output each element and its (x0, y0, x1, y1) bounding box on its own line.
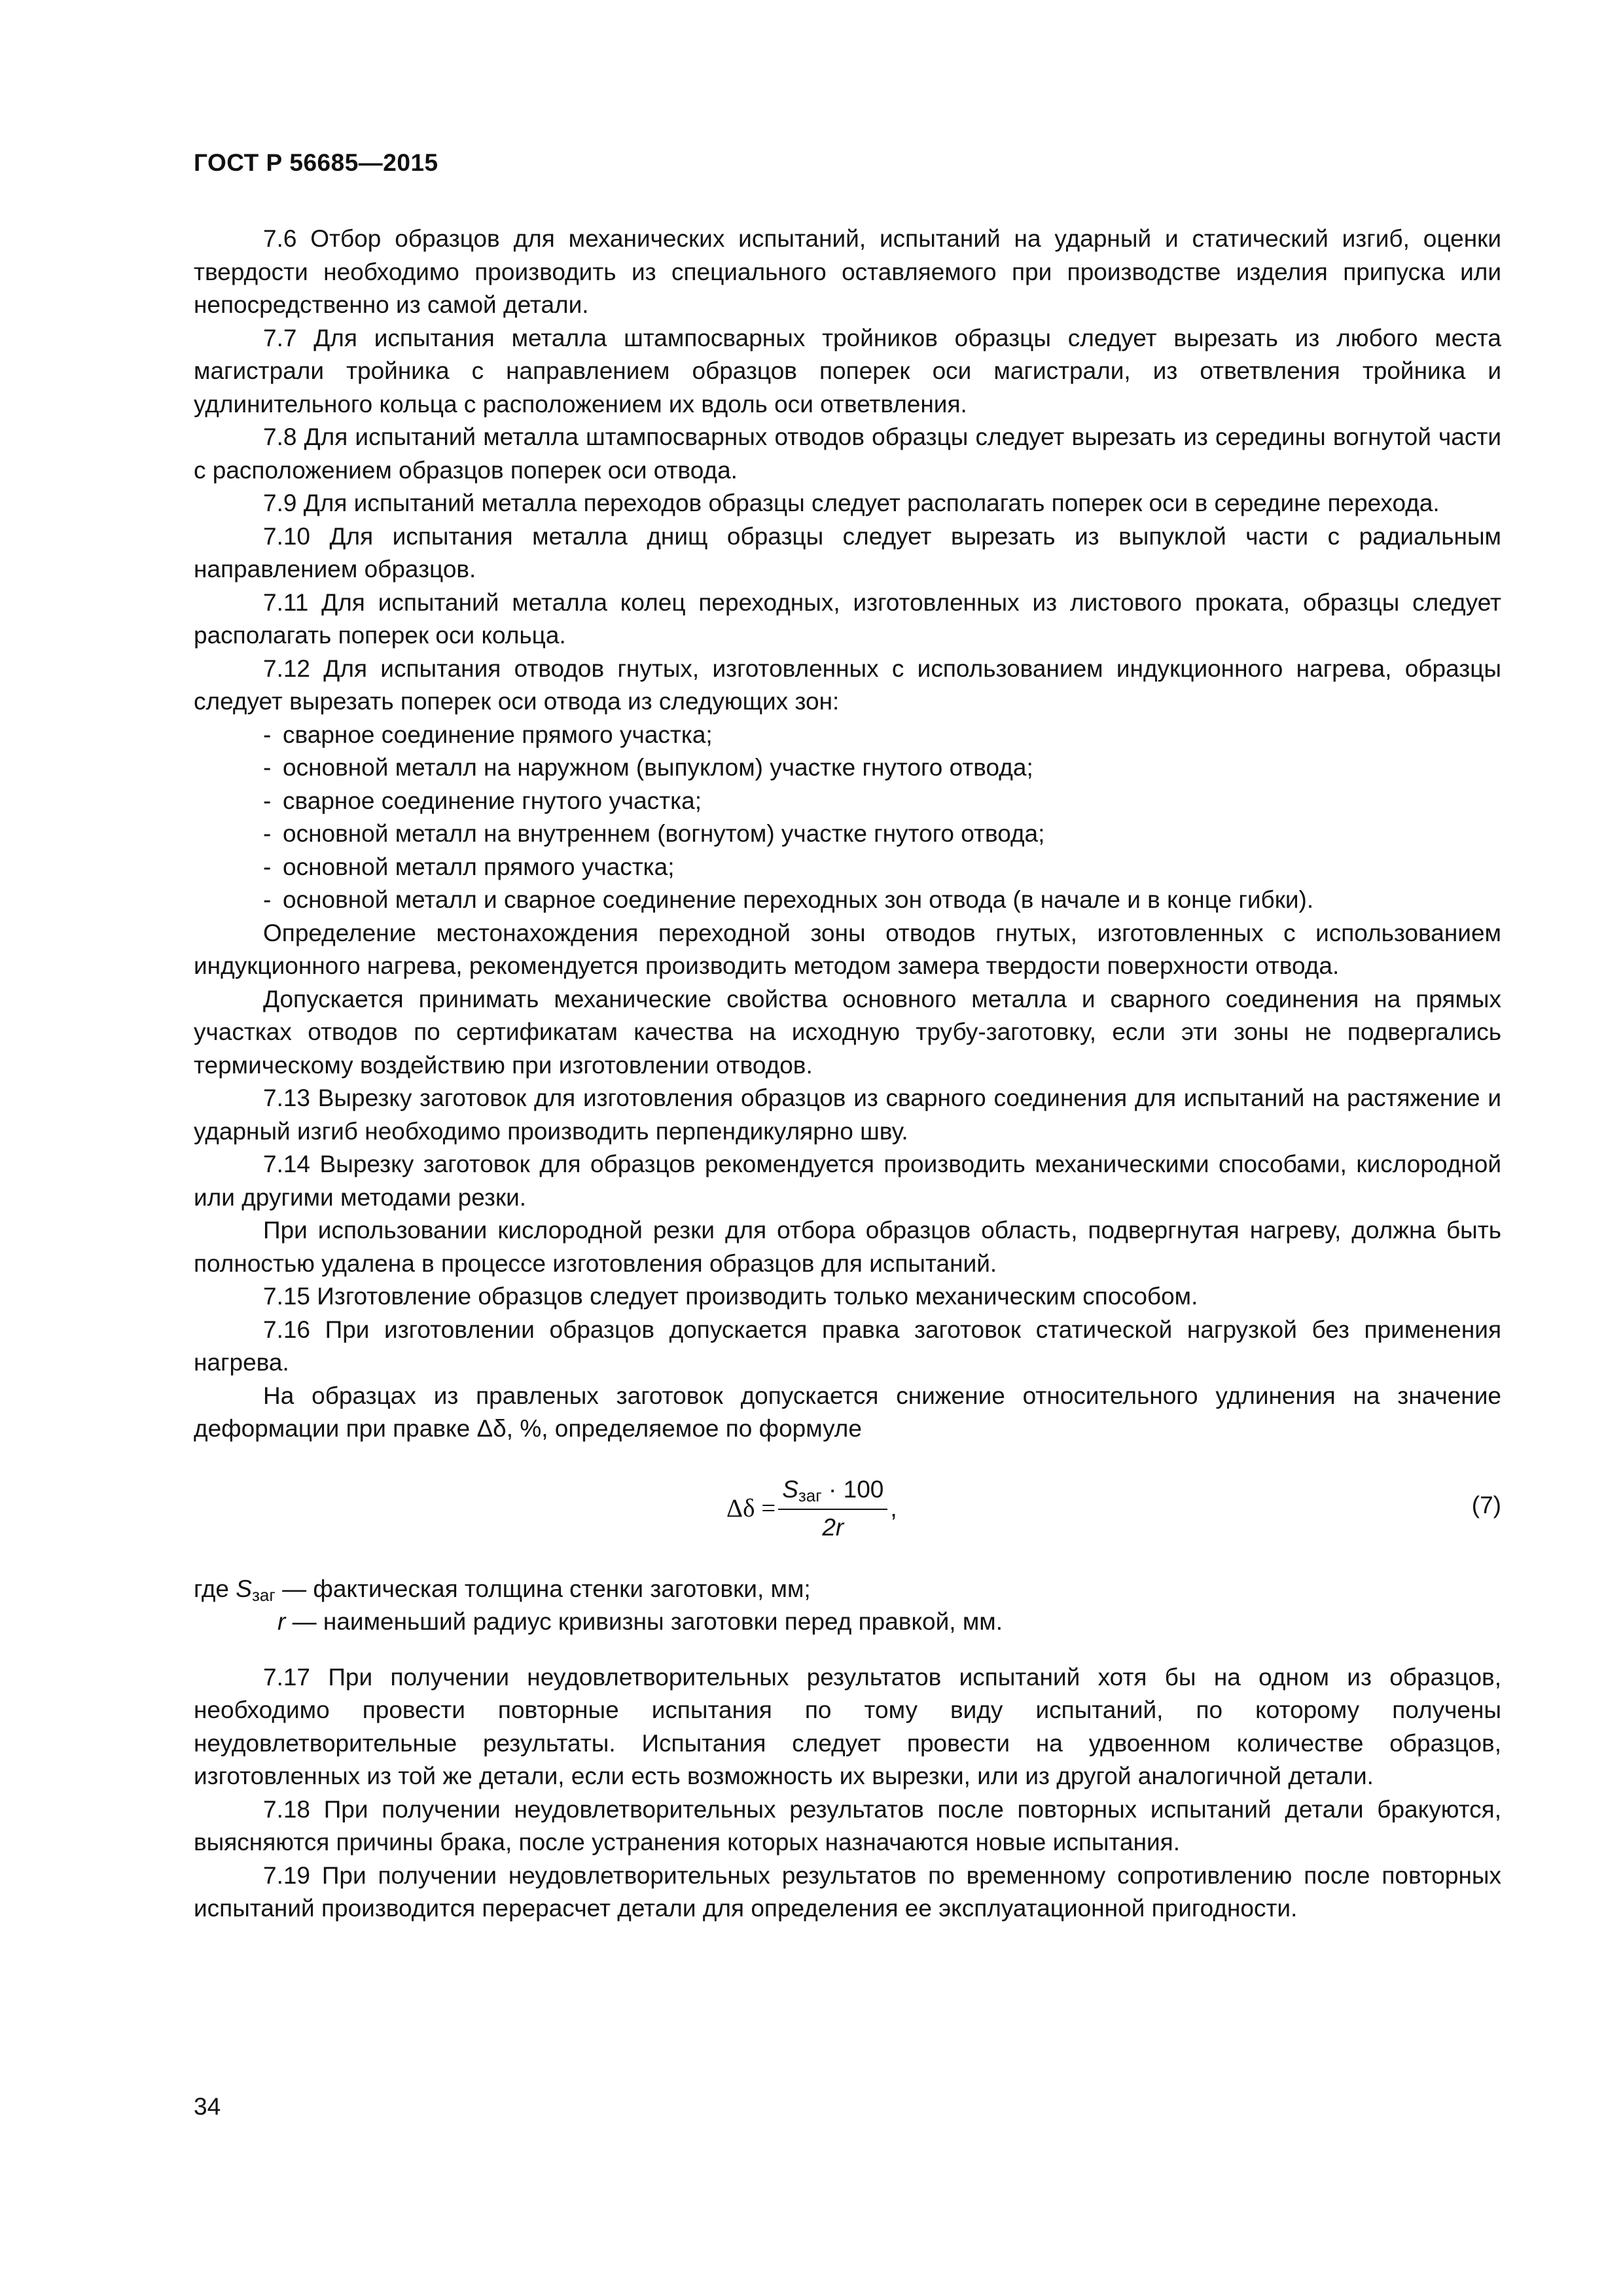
where-line-radius: r — наименьший радиус кривизны заготовки перед правкой, мм. (277, 1608, 1003, 1635)
equation-number: (7) (1471, 1491, 1501, 1518)
paragraph-7-16: 7.16 При изготовлении образцов допускается правка заготовок статической нагрузкой без применения нагрева. (194, 1316, 1501, 1376)
paragraph-7-12: 7.12 Для испытания отводов гнутых, изготовленных с использованием индукционного нагрева, образцы следует вырезать поперек оси отвода из следующих зон: (194, 655, 1501, 715)
formula-7 (726, 1473, 897, 1545)
paragraph-oxygen-cutting: При использовании кислородной резки для отбора образцов область, подвергнутая нагреву, должна быть полностью удалена в процессе изготовления образцов для испытаний. (194, 1217, 1501, 1277)
list-item: - основной металл и сварное соединение переходных зон отвода (в начале и в конце гибки). (263, 886, 1314, 913)
paragraph-transition-zone: Определение местонахождения переходной зоны отводов гнутых, изготовленных с использованием индукционного нагрева, рекомендуется производить методом замера твердости поверхности отвода. (194, 919, 1501, 979)
paragraph-7-14: 7.14 Вырезку заготовок для образцов рекомендуется производить механическими способами, кислородной или другими методами резки. (194, 1151, 1501, 1211)
paragraph-7-15: 7.15 Изготовление образцов следует производить только механическим способом. (263, 1283, 1198, 1310)
page-number: 34 (194, 2093, 221, 2120)
list-item: - сварное соединение прямого участка; (263, 721, 713, 748)
paragraph-mechanical-properties: Допускается принимать механические свойства основного металла и сварного соединения на прямых участках отводов по сертификатам качества на исходную трубу-заготовку, если эти зоны не подвергались термическому воздействию при изготовлении отводов. (194, 985, 1501, 1079)
paragraph-7-6: 7.6 Отбор образцов для механических испытаний, испытаний на ударный и статический изгиб, оценки твердости необходимо производить из специального оставляемого при производстве изделия припуска или непосредственно из самой детали. (194, 225, 1501, 318)
paragraph-7-18: 7.18 При получении неудовлетворительных результатов после повторных испытаний детали бракуются, выясняются причины брака, после устранения которых назначаются новые испытания. (194, 1795, 1501, 1856)
where-line-thickness: где $S_{заг}$ — фактическая толщина стенки заготовки, мм; (194, 1575, 811, 1605)
paragraph-7-7: 7.7 Для испытания металла штампосварных тройников образцы следует вырезать из любого места магистрали тройника с направлением образцов поперек оси магистрали, из ответвления тройника и удлинительного кольца с расположением их вдоль оси ответвления. (194, 324, 1501, 418)
paragraph-7-11: 7.11 Для испытаний металла колец переходных, изготовленных из листового проката, образцы следует располагать поперек оси кольца. (194, 588, 1501, 649)
formula-lhs: Δδ = (726, 1494, 776, 1522)
list-item: - основной металл прямого участка; (263, 853, 675, 880)
list-item: - основной металл на наружном (выпуклом) участке гнутого отвода; (263, 754, 1033, 781)
document-code-header: ГОСТ Р 56685—2015 (194, 149, 438, 176)
paragraph-7-10: 7.10 Для испытания металла днищ образцы следует вырезать из выпуклой части с радиальным направлением образцов. (194, 522, 1501, 583)
paragraph-7-19: 7.19 При получении неудовлетворительных результатов по временному сопротивлению после повторных испытаний производится перерасчет детали для определения ее эксплуатационной пригодности. (194, 1861, 1501, 1922)
paragraph-7-8: 7.8 Для испытаний металла штампосварных отводов образцы следует вырезать из середины вогнутой части с расположением образцов поперек оси отвода. (194, 423, 1501, 484)
paragraph-elongation: На образцах из правленых заготовок допускается снижение относительного удлинения на значение деформации при правке Δδ, %, определяемое по формуле (194, 1382, 1501, 1442)
list-item: - сварное соединение гнутого участка; (263, 787, 702, 814)
paragraph-7-13: 7.13 Вырезку заготовок для изготовления образцов из сварного соединения для испытаний на растяжение и ударный изгиб необходимо производить перпендикулярно шву. (194, 1085, 1501, 1145)
paragraph-7-9: 7.9 Для испытаний металла переходов образцы следует располагать поперек оси в середине перехода. (263, 490, 1440, 516)
zones-list (194, 719, 1501, 917)
formula-trailing-comma: , (890, 1494, 897, 1522)
paragraph-7-17: 7.17 При получении неудовлетворительных результатов испытаний хотя бы на одном из образцов, необходимо провести повторные испытания по тому виду испытаний, по которому получены неудовлетворительные результаты. Испытания следует провести на удвоенном количестве образцов, изготовленных из той же детали, если есть возможность их вырезки, или из другой аналогичной детали. (194, 1663, 1501, 1789)
document-body (194, 223, 1501, 1926)
formula-numerator: $S_{заг} \cdot 100$ (778, 1473, 887, 1511)
formula-denominator: 2r (822, 1514, 844, 1541)
formula-fraction (778, 1473, 887, 1545)
list-item: - основной металл на внутреннем (вогнутом) участке гнутого отвода; (263, 820, 1045, 847)
formula-block (194, 1462, 1501, 1554)
